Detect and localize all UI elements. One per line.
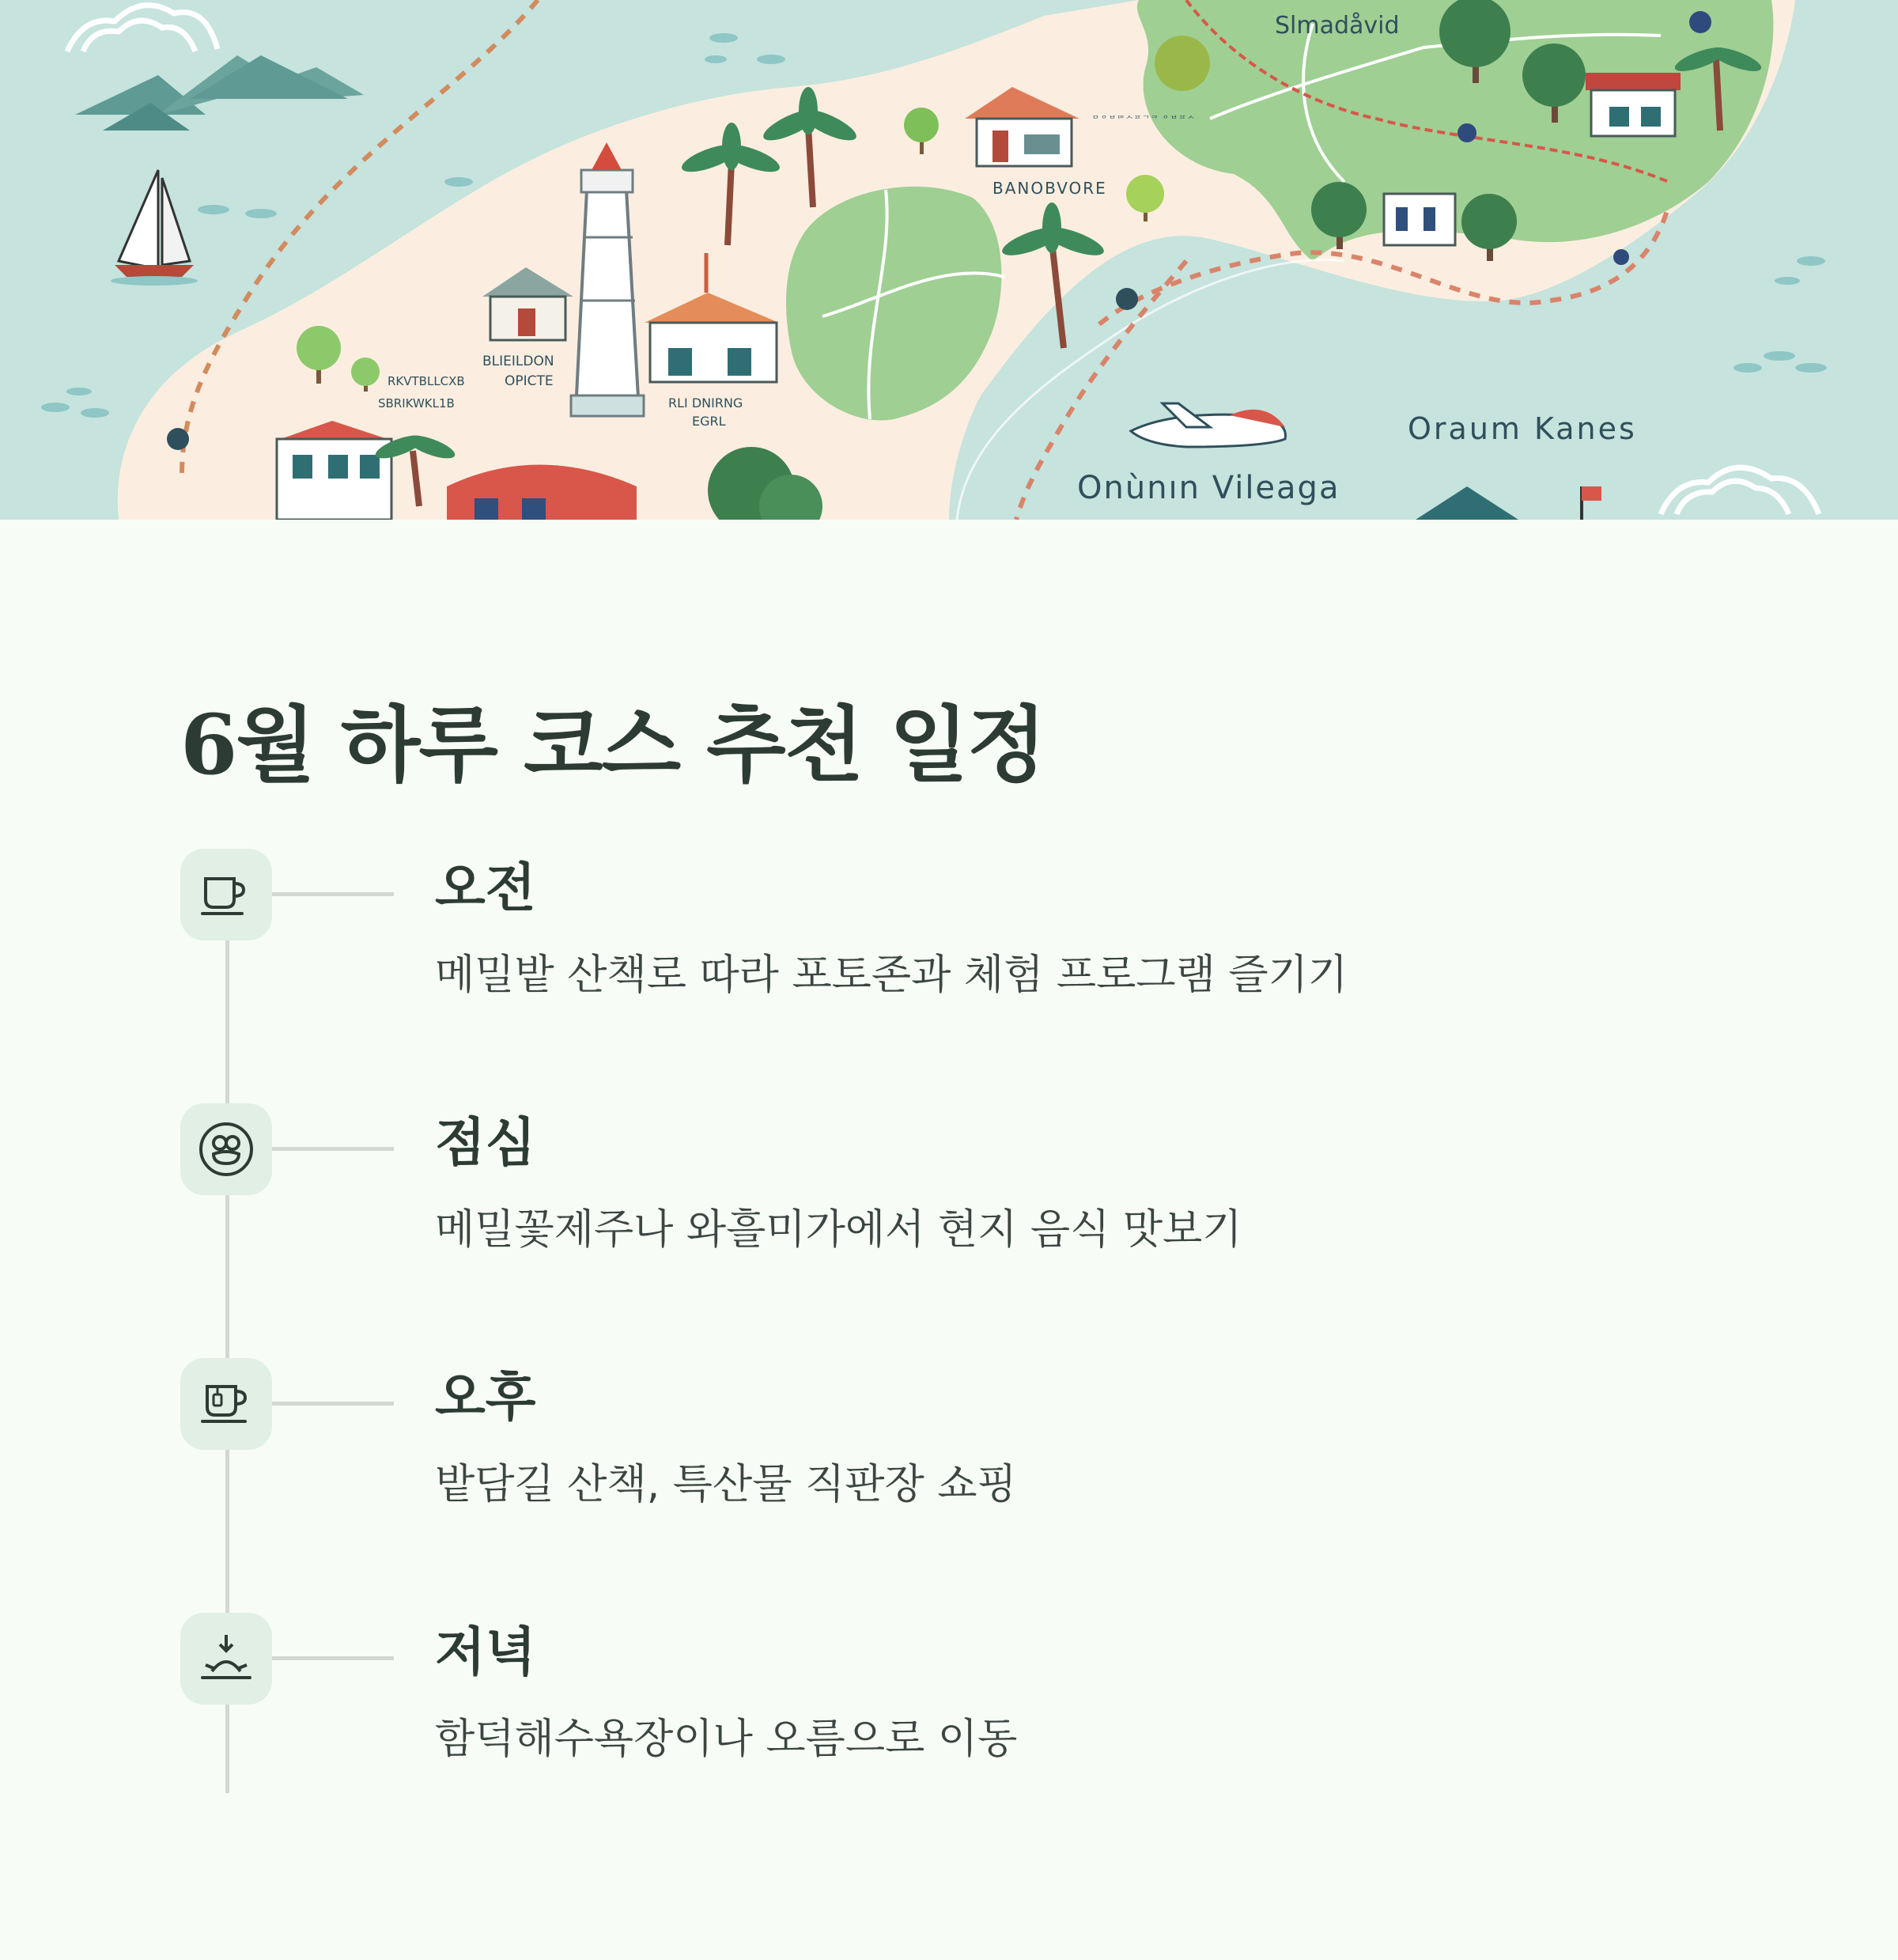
coffee-cup-icon bbox=[196, 865, 256, 925]
map-marker bbox=[1116, 288, 1138, 310]
timeline-badge bbox=[180, 1613, 272, 1705]
timeline-connector bbox=[272, 892, 394, 896]
lighthouse-illustration bbox=[571, 142, 644, 416]
map-label: OPICTE bbox=[505, 373, 554, 389]
timeline-item-morning bbox=[0, 849, 1898, 1039]
timeline-heading: 오전 bbox=[435, 857, 536, 918]
map-label: Onùnın Vileaga bbox=[1077, 470, 1340, 506]
timeline-badge bbox=[180, 849, 272, 940]
map-label: RKVTBLLCXB bbox=[388, 374, 465, 388]
timeline-heading: 점심 bbox=[435, 1112, 536, 1173]
timeline-description: 함덕해수욕장이나 오름으로 이동 bbox=[435, 1716, 1018, 1763]
map-label: RLI DNIRNG bbox=[668, 395, 743, 411]
page-title: 6월 하루 코스 추천 일정 bbox=[180, 696, 1045, 793]
timeline-heading: 오후 bbox=[435, 1367, 536, 1428]
itinerary-section bbox=[0, 520, 1898, 1960]
timeline-description: 밭담길 산책, 특산물 직판장 쇼핑 bbox=[435, 1461, 1017, 1508]
house-illustration bbox=[1384, 194, 1455, 245]
food-bowl-icon bbox=[196, 1119, 256, 1179]
map-marker bbox=[167, 428, 189, 450]
timeline-description: 메밀밭 산책로 따라 포토존과 체험 프로그램 즐기기 bbox=[435, 952, 1348, 999]
map-marker bbox=[1613, 249, 1629, 265]
timeline-description: 메밀꽃제주나 와흘미가에서 현지 음식 맛보기 bbox=[435, 1206, 1242, 1254]
map-label: Oraum Kanes bbox=[1408, 411, 1637, 446]
timeline-item-evening bbox=[0, 1613, 1898, 1803]
map-label: EGRL bbox=[692, 414, 726, 429]
timeline-badge bbox=[180, 1358, 272, 1450]
tea-cup-icon bbox=[196, 1374, 256, 1434]
map-marker bbox=[1458, 123, 1476, 142]
timeline-item-lunch bbox=[0, 1103, 1898, 1293]
house-illustration bbox=[1586, 73, 1681, 136]
timeline-connector bbox=[272, 1147, 394, 1151]
timeline-connector bbox=[272, 1656, 394, 1660]
map-label: Slmadåvid bbox=[1275, 12, 1400, 40]
illustrated-map bbox=[0, 0, 1898, 520]
house-illustration bbox=[277, 421, 391, 520]
map-label: BANOBVORE bbox=[992, 179, 1107, 198]
timeline-item-afternoon bbox=[0, 1358, 1898, 1548]
map-marker bbox=[1689, 11, 1711, 33]
sunset-icon bbox=[196, 1629, 256, 1689]
map-banner bbox=[0, 0, 1898, 520]
timeline-heading: 저녁 bbox=[435, 1621, 536, 1682]
map-label: BLIEILDON bbox=[482, 354, 554, 369]
map-label: SBRIKWKL1B bbox=[378, 396, 455, 411]
timeline-badge bbox=[180, 1103, 272, 1195]
map-label: ᄆᄋᄇᄃᄆᄉᄑᄀᄏ ᄋᄇᄑᄉ bbox=[1091, 115, 1196, 125]
timeline-connector bbox=[272, 1402, 394, 1406]
